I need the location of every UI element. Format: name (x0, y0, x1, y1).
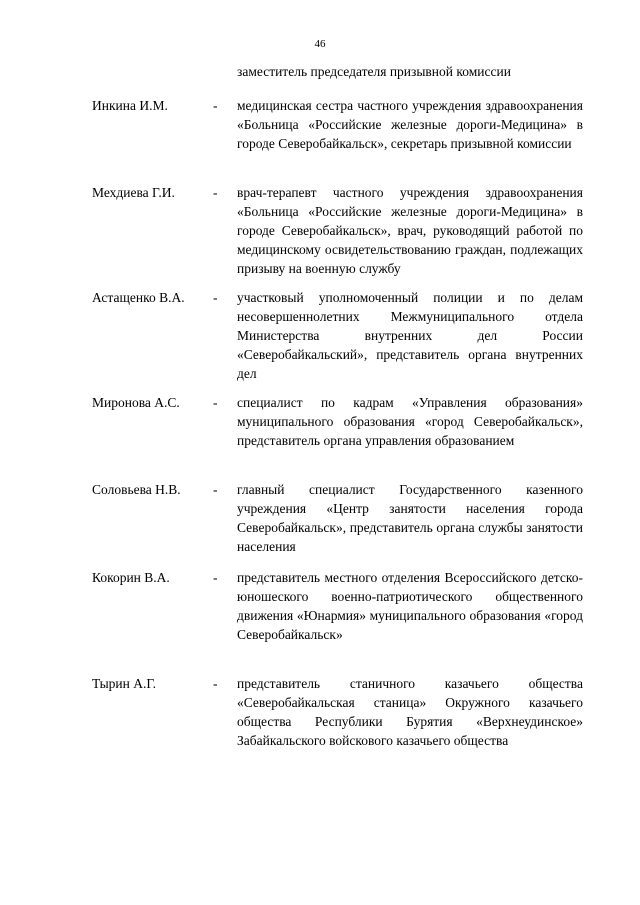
member-dash: - (213, 98, 218, 113)
member-name: Миронова А.С. (92, 395, 180, 410)
page-number: 46 (314, 38, 326, 50)
member-role: представитель станичного казачьего общества «Северобайкальская станица» Окружного казачьего общества Республики Бурятия «Верхнеудинское» Забайкальского войскового казачьего общества (237, 676, 583, 748)
member-role: медицинская сестра частного учреждения здравоохранения «Больница «Российские железные дороги-Медицина» в городе Северобайкальск», секретарь призывной комиссии (237, 98, 583, 151)
member-dash: - (213, 676, 218, 691)
member-role: врач-терапевт частного учреждения здравоохранения «Больница «Российские железные дороги-Медицина» в городе Северобайкальск», врач, руководящий работой по медицинскому освидетельствованию граждан, подлежащих призыву на военную службу (237, 185, 583, 276)
member-dash: - (213, 185, 218, 200)
member-name: Кокорин В.А. (92, 570, 170, 585)
continuation-text: заместитель председателя призывной комиссии (237, 64, 511, 79)
member-role: главный специалист Государственного казенного учреждения «Центр занятости населения города Северобайкальск», представитель органа службы занятости населения (237, 482, 583, 554)
member-name: Инкина И.М. (92, 98, 168, 113)
member-dash: - (213, 482, 218, 497)
member-name: Соловьева Н.В. (92, 482, 181, 497)
member-name: Астащенко В.А. (92, 290, 185, 305)
member-dash: - (213, 290, 218, 305)
member-role: участковый уполномоченный полиции и по делам несовершеннолетних Межмуниципального отдела Министерства внутренних дел России «Северобайкальский», представитель органа внутренних дел (237, 290, 583, 381)
member-name: Тырин А.Г. (92, 676, 156, 691)
member-role: представитель местного отделения Всероссийского детско-юношеского военно-патриотического общественного движения «Юнармия» муниципального образования «город Северобайкальск» (237, 570, 583, 642)
member-dash: - (213, 570, 218, 585)
member-dash: - (213, 395, 218, 410)
member-role: специалист по кадрам «Управления образования» муниципального образования «город Северобайкальск», представитель органа управления образованием (237, 395, 583, 448)
member-name: Мехдиева Г.И. (92, 185, 175, 200)
